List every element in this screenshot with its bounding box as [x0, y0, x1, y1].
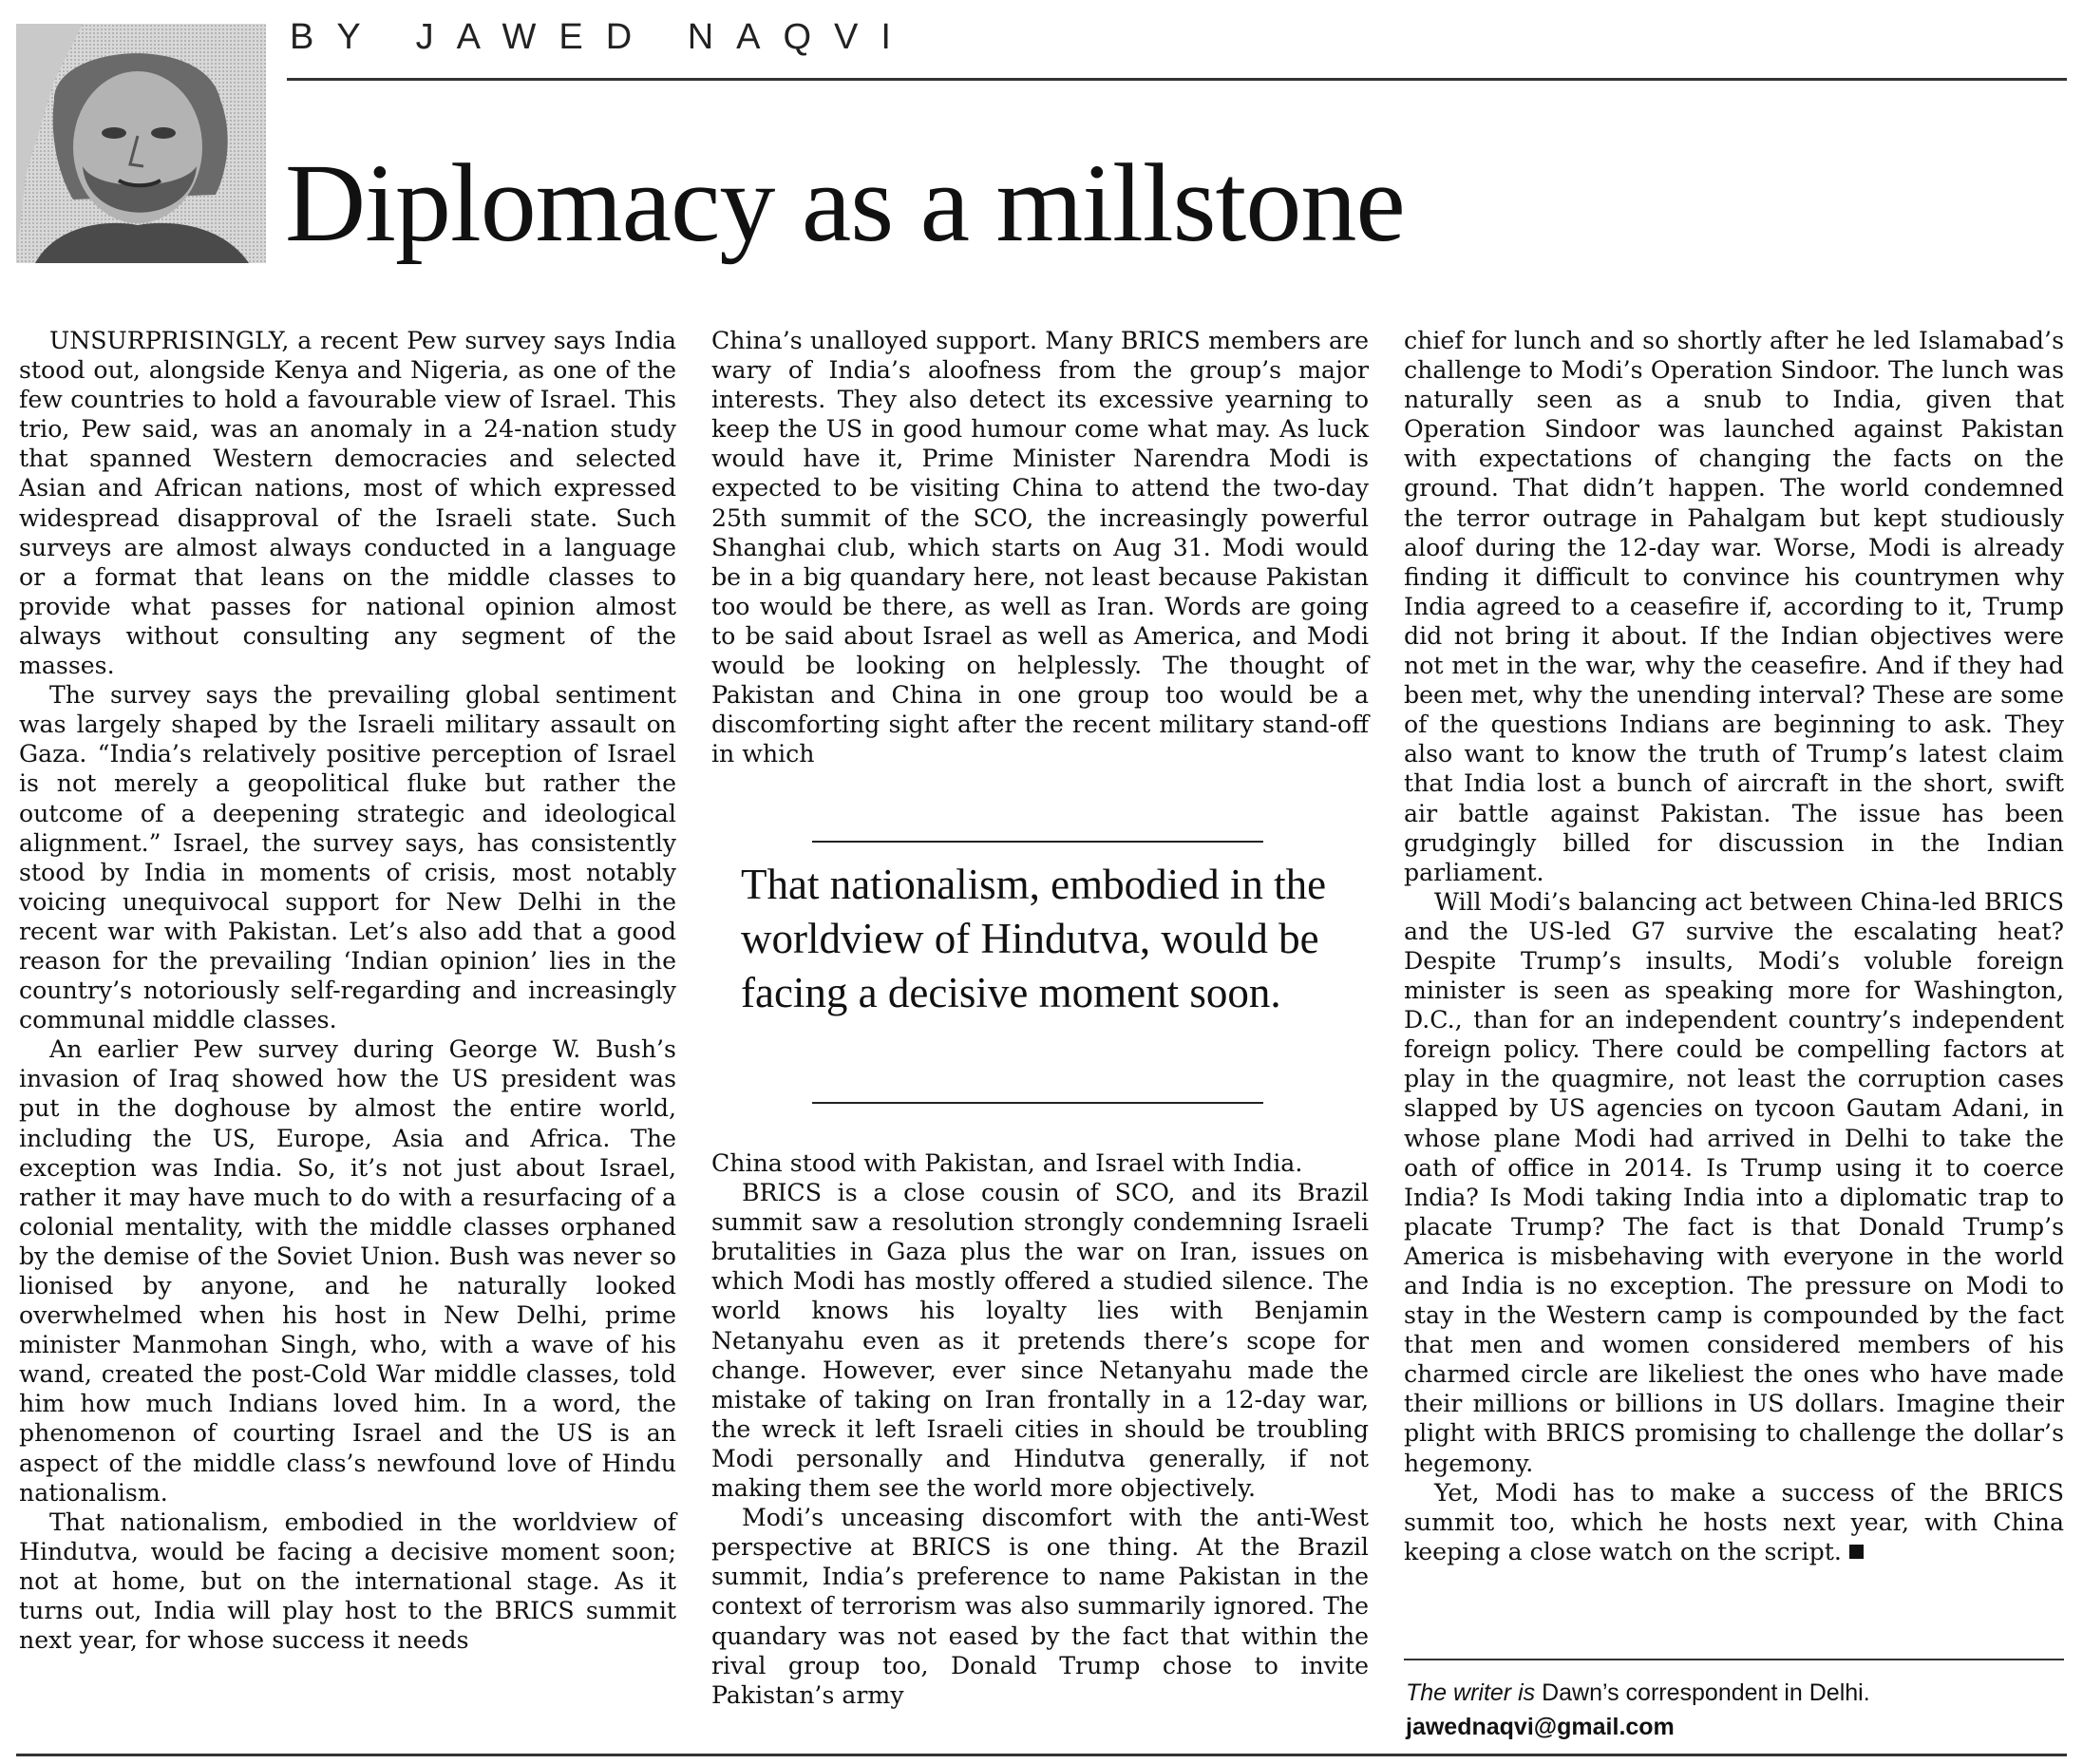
paragraph: An earlier Pew survey during George W. Bush’s invasion of Iraq showed how the US president was put in the doghouse by almost the entire world, including the US, Europe, Asia and Africa. The exception was India. So, it’s not just about Israel, rather it may have much to do with a resurfacing of a colonial mentality, with the middle classes orphaned by the demise of the Soviet Union. Bush was never so lionised by anyone, and he naturally looked overwhelmed when his host in New Delhi, prime minister Manmohan Singh, who, with a wave of his wand, created the post-Cold War middle classes, told him how much Indians loved him. In a word, the phenomenon of courting Israel and the US is an aspect of the middle class’s newfound love of Hindu nationalism.: [19, 1035, 676, 1507]
end-mark-icon: [1849, 1545, 1864, 1559]
author-note: [1406, 1676, 1870, 1744]
headline: Diplomacy as a millstone: [285, 141, 1405, 265]
pull-quote-rule-top: [812, 841, 1263, 843]
author-portrait-image: [16, 24, 266, 263]
pull-quote-rule-bottom: [812, 1102, 1263, 1104]
paragraph: [1404, 1478, 2064, 1566]
top-rule: [287, 78, 2067, 81]
author-note-prefix: The writer is: [1406, 1679, 1543, 1706]
pull-quote: That nationalism, embodied in the worldview of Hindutva, would be facing a decisive moment soon.: [741, 861, 1327, 1016]
bottom-rule: [16, 1754, 2067, 1756]
paragraph: China’s unalloyed support. Many BRICS members are wary of India’s aloofness from the group’s major interests. They also detect its excessive yearning to keep the US in good humour come what may. As luck would have it, Prime Minister Narendra Modi is expected to be visiting China to attend the two-day 25th summit of the SCO, the increasingly powerful Shanghai club, which starts on Aug 31. Modi would be in a big quandary here, not least because Pakistan too would be there, as well as Iran. Words are going to be said about Israel as well as America, and Modi would be looking on helplessly. The thought of Pakistan and China in one group too would be a discomforting sight after the recent military stand-off in which: [711, 327, 1369, 768]
paragraph-text: Yet, Modi has to make a success of the BRICS summit too, which he hosts next year, with China keeping a close watch on the script.: [1404, 1478, 2064, 1565]
paragraph: UNSURPRISINGLY, a recent Pew survey says India stood out, alongside Kenya and Nigeria, as one of the few countries to hold a favourable view of Israel. This trio, Pew said, was an anomaly in a 24-nation study that spanned Western democracies and selected Asian and African nations, most of which expressed widespread disapproval of the Israeli state. Such surveys are almost always conducted in a language or a format that leans on the middle classes to provide what passes for national opinion almost always without consulting any segment of the masses.: [19, 327, 676, 680]
paragraph: China stood with Pakistan, and Israel with India.: [711, 1149, 1303, 1177]
paragraph: The survey says the prevailing global sentiment was largely shaped by the Israeli military assault on Gaza. “India’s relatively positive perception of Israel is not merely a geopolitical fluke but rather the outcome of a deepening strategic and ideological alignment.” Israel, the survey says, has consistently stood by India in moments of crisis, most notably voicing unequivocal support for New Delhi in the recent war with Pakistan. Let’s also add that a good reason for the prevailing ‘Indian opinion’ lies in the country’s notoriously self-regarding and increasingly communal middle classes.: [19, 681, 676, 1034]
author-email: jawednaqvi@gmail.com: [1406, 1714, 1675, 1740]
column-2-bottom: [711, 1148, 1369, 1710]
author-note-rule: [1404, 1659, 2064, 1660]
author-note-line: [1406, 1676, 1870, 1710]
column-2-top: [711, 326, 1369, 768]
paragraph: BRICS is a close cousin of SCO, and its Brazil summit saw a resolution strongly condemning Israeli brutalities in Gaza plus the war on Iran, issues on which Modi has mostly offered a studied silence. The world knows his loyalty lies with Benjamin Netanyahu even as it pretends there’s scope for change. However, ever since Netanyahu made the mistake of taking on Iran frontally in a 12-day war, the wreck it left Israeli cities in should be troubling Modi personally and Hindutva generally, if not making them see the world more objectively.: [711, 1179, 1369, 1503]
paragraph: chief for lunch and so shortly after he led Islamabad’s challenge to Modi’s Operation Sindoor. The lunch was naturally seen as a snub to India, given that Operation Sindoor was launched against Pakistan with expectations of changing the facts on the ground. That didn’t happen. The world condemned the terror outrage in Pahalgam but kept studiously aloof during the 12-day war. Worse, Modi is already finding it difficult to convince his countrymen why India agreed to a ceasefire if, according to it, Trump did not bring it about. If the Indian objectives were not met in the war, why the ceasefire. And if they had been met, why the unending interval? These are some of the questions Indians are beginning to ask. They also want to know the truth of Trump’s latest claim that India lost a bunch of aircraft in the short, swift air battle against Pakistan. The issue has been grudgingly billed for discussion in the Indian parliament.: [1404, 327, 2064, 886]
author-note-publication: Dawn’s correspondent in Delhi.: [1542, 1679, 1870, 1706]
column-3: [1404, 326, 2064, 1566]
byline: BY JAWED NAQVI: [290, 17, 914, 57]
paragraph: Modi’s unceasing discomfort with the anti-West perspective at BRICS is one thing. At the Brazil summit, India’s preference to name Pakistan in the context of terrorism was also summarily ignored. The quandary was not eased by the fact that within the rival group too, Donald Trump chose to invite Pakistan’s army: [711, 1504, 1369, 1709]
author-portrait: [16, 24, 266, 263]
paragraph: That nationalism, embodied in the worldview of Hindutva, would be facing a decisive moment soon; not at home, but on the international stage. As it turns out, India will play host to the BRICS summit next year, for whose success it needs: [19, 1508, 676, 1655]
column-1: [19, 326, 676, 1655]
paragraph: Will Modi’s balancing act between China-led BRICS and the US-led G7 survive the escalating heat? Despite Trump’s insults, Modi’s voluble foreign minister is seen as speaking more for Washington, D.C., than for an independent country’s independent foreign policy. There could be compelling factors at play in the quagmire, not least the corruption cases slapped by US agencies on tycoon Gautam Adani, in whose plane Modi had arrived in Delhi to take the oath of office in 2014. Is Trump using it to coerce India? Is Modi taking India into a diplomatic trap to placate Trump? The fact is that Donald Trump’s America is misbehaving with everyone in the world and India is no exception. The pressure on Modi to stay in the Western camp is compounded by the fact that men and women considered members of his charmed circle are likeliest the ones who have made their millions or billions in US dollars. Imagine their plight with BRICS promising to challenge the dollar’s hegemony.: [1404, 887, 2064, 1477]
